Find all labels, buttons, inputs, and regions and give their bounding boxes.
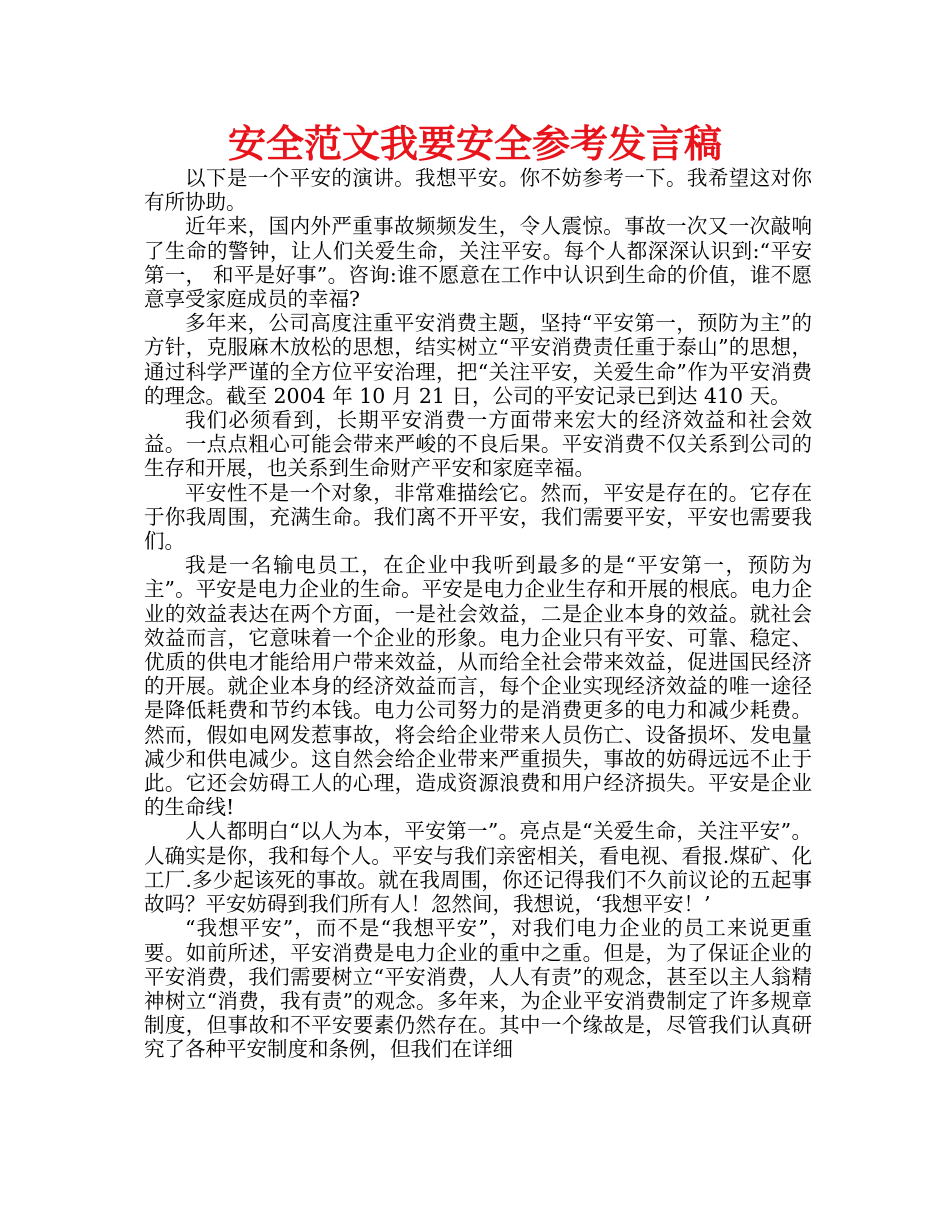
paragraph: 平安性不是一个对象，非常难描绘它。然而，平安是存在的。它存在于你我周围，充满生命。我们离不开平安，我们需要平安，平安也需要我们。	[144, 480, 812, 554]
paragraph: 多年来，公司高度注重平安消费主题，坚持“平安第一，预防为主”的方针，克服麻木放松的思想，结实树立“平安消费责任重于泰山”的思想，通过科学严谨的全方位平安治理，把“关注平安，关爱生命”作为平安消费的理念。截至 2004 年 10 月 21 日，公司的平安记录已到达 410 天。	[144, 311, 812, 408]
paragraph: 以下是一个平安的演讲。我想平安。你不妨参考一下。我希望这对你有所协助。	[144, 166, 812, 215]
document-body	[144, 166, 812, 1062]
paragraph: 近年来，国内外严重事故频频发生，令人震惊。事故一次又一次敲响了生命的警钟，让人们关爱生命，关注平安。每个人都深深认识到:“平安第一， 和平是好事”。咨询:谁不愿意在工作中认识到生命的价值，谁不愿意享受家庭成员的幸福?	[144, 214, 812, 312]
paragraph: 人人都明白“以人为本，平安第一”。亮点是“关爱生命，关注平安”。人确实是你，我和每个人。平安与我们亲密相关，看电视、看报.煤矿、化工厂.多少起该死的事故。就在我周围，你还记得我们不久前议论的五起事故吗？平安妨碍到我们所有人！忽然间，我想说，‘我想平安！’	[144, 819, 812, 917]
document-title: 安全范文我要安全参考发言稿	[227, 122, 722, 166]
paragraph: 我是一名输电员工，在企业中我听到最多的是“平安第一，预防为主”。平安是电力企业的生命。平安是电力企业生存和开展的根底。电力企业的效益表达在两个方面，一是社会效益，二是企业本身的效益。就社会效益而言，它意味着一个企业的形象。电力企业只有平安、可靠、稳定、优质的供电才能给用户带来效益，从而给全社会带来效益，促进国民经济的开展。就企业本身的经济效益而言，每个企业实现经济效益的唯一途径是降低耗费和节约本钱。电力公司努力的是消费更多的电力和减少耗费。然而，假如电网发惹事故，将会给企业带来人员伤亡、设备损坏、发电量减少和供电减少。这自然会给企业带来严重损失，事故的妨碍远远不止于此。它还会妨碍工人的心理，造成资源浪费和用户经济损失。平安是企业的生命线!	[144, 553, 812, 820]
paragraph: 我们必须看到，长期平安消费一方面带来宏大的经济效益和社会效益。一点点粗心可能会带来严峻的不良后果。平安消费不仅关系到公司的生存和开展，也关系到生命财产平安和家庭幸福。	[144, 408, 812, 481]
paragraph: “我想平安”，而不是“我想平安”，对我们电力企业的员工来说更重要。如前所述，平安消费是电力企业的重中之重。但是，为了保证企业的平安消费，我们需要树立“平安消费，人人有责”的观念，甚至以主人翁精神树立“消费，我有责”的观念。多年来，为企业平安消费制定了许多规章制度，但事故和不平安要素仍然存在。其中一个缘故是，尽管我们认真研究了各种平安制度和条例，但我们在详细	[144, 916, 812, 1062]
